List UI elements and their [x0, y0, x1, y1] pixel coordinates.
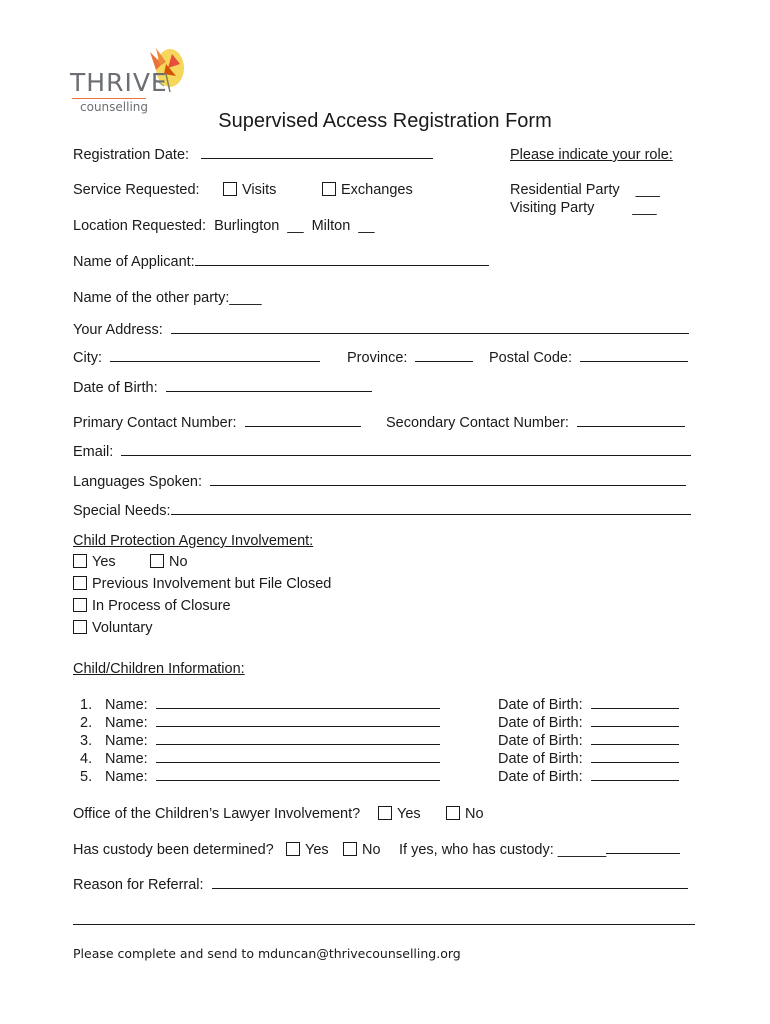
child-number: 2. — [80, 715, 93, 731]
cpa-previous — [73, 576, 331, 592]
child-row — [80, 751, 440, 767]
applicant-field[interactable] — [195, 265, 489, 266]
ocl-no-label: No — [465, 806, 484, 822]
primary-contact-row — [73, 415, 361, 431]
ocl-yes — [378, 806, 421, 822]
child-row — [80, 733, 440, 749]
cpa-voluntary-checkbox[interactable] — [73, 620, 87, 634]
service-label: Service Requested: — [73, 182, 200, 198]
custody-no — [343, 842, 381, 858]
custody-who-row — [399, 842, 680, 858]
city-row — [73, 350, 320, 366]
child-dob-label: Date of Birth: — [498, 733, 583, 749]
cpa-previous-label: Previous Involvement but File Closed — [92, 576, 332, 592]
city-field[interactable] — [110, 361, 320, 362]
logo — [70, 46, 200, 116]
other-party-row: Name of the other party:____ — [73, 290, 262, 306]
email-row — [73, 444, 691, 460]
child-name-label: Name: — [105, 733, 148, 749]
languages-label: Languages Spoken: — [73, 474, 202, 490]
cpa-heading: Child Protection Agency Involvement: — [73, 533, 314, 549]
cpa-no-label: No — [169, 554, 188, 570]
role-visiting — [510, 200, 657, 216]
child-dob-field[interactable] — [591, 762, 679, 763]
child-dob-field[interactable] — [591, 726, 679, 727]
child-dob-row — [498, 769, 679, 785]
address-field[interactable] — [171, 333, 689, 334]
custody-yes-label: Yes — [305, 842, 329, 858]
dob-label: Date of Birth: — [73, 380, 158, 396]
child-dob-row — [498, 751, 679, 767]
secondary-contact-row — [386, 415, 685, 431]
cpa-yes-label: Yes — [92, 554, 116, 570]
cpa-voluntary-label: Voluntary — [92, 620, 153, 636]
custody-no-checkbox[interactable] — [343, 842, 357, 856]
email-field[interactable] — [121, 455, 691, 456]
cpa-voluntary — [73, 620, 152, 636]
cpa-no — [150, 554, 188, 570]
footer-note: Please complete and send to mduncan@thrivecounselling.org — [73, 946, 461, 961]
referral-label: Reason for Referral: — [73, 877, 204, 893]
role-residential-field[interactable]: ___ — [635, 182, 660, 198]
address-row — [73, 322, 689, 338]
special-needs-row — [73, 503, 691, 519]
child-name-label: Name: — [105, 697, 148, 713]
logo-name: THRIVE — [70, 68, 168, 97]
custody-yes — [286, 842, 329, 858]
registration-date-label: Registration Date: — [73, 147, 190, 163]
child-row — [80, 697, 440, 713]
child-dob-row — [498, 697, 679, 713]
postal-label: Postal Code: — [489, 350, 573, 366]
child-row — [80, 715, 440, 731]
custody-label: Has custody been determined? — [73, 842, 274, 858]
ocl-label: Office of the Children’s Lawyer Involvement? — [73, 806, 361, 822]
child-number: 1. — [80, 697, 93, 713]
visits-checkbox[interactable] — [223, 182, 237, 196]
cpa-closure-label: In Process of Closure — [92, 598, 231, 614]
languages-row — [73, 474, 686, 490]
city-label: City: — [73, 350, 102, 366]
registration-date-field[interactable] — [201, 158, 433, 159]
primary-contact-label: Primary Contact Number: — [73, 415, 237, 431]
referral-field[interactable] — [212, 888, 688, 889]
child-dob-row — [498, 733, 679, 749]
cpa-no-checkbox[interactable] — [150, 554, 164, 568]
postal-field[interactable] — [580, 361, 688, 362]
child-name-field[interactable] — [156, 726, 440, 727]
child-dob-label: Date of Birth: — [498, 769, 583, 785]
service-exchanges — [322, 182, 413, 198]
role-visiting-label: Visiting Party — [510, 200, 595, 216]
children-heading: Child/Children Information: — [73, 661, 245, 677]
child-name-label: Name: — [105, 751, 148, 767]
child-name-field[interactable] — [156, 744, 440, 745]
child-dob-field[interactable] — [591, 708, 679, 709]
secondary-contact-label: Secondary Contact Number: — [386, 415, 569, 431]
exchanges-checkbox[interactable] — [322, 182, 336, 196]
cpa-closure-checkbox[interactable] — [73, 598, 87, 612]
ocl-no-checkbox[interactable] — [446, 806, 460, 820]
child-dob-label: Date of Birth: — [498, 715, 583, 731]
child-dob-label: Date of Birth: — [498, 751, 583, 767]
role-heading: Please indicate your role: — [510, 147, 673, 163]
child-dob-label: Date of Birth: — [498, 697, 583, 713]
cpa-yes-checkbox[interactable] — [73, 554, 87, 568]
child-name-field[interactable] — [156, 708, 440, 709]
child-number: 4. — [80, 751, 93, 767]
email-label: Email: — [73, 444, 114, 460]
address-label: Your Address: — [73, 322, 163, 338]
custody-yes-checkbox[interactable] — [286, 842, 300, 856]
child-dob-row — [498, 715, 679, 731]
dob-field[interactable] — [166, 391, 372, 392]
child-dob-field[interactable] — [591, 744, 679, 745]
ocl-yes-label: Yes — [397, 806, 421, 822]
province-field[interactable] — [415, 361, 473, 362]
languages-field[interactable] — [210, 485, 686, 486]
ocl-no — [446, 806, 484, 822]
dob-row — [73, 380, 372, 396]
province-row — [347, 350, 473, 366]
custody-who-label: If yes, who has custody: ______ — [399, 842, 607, 858]
child-row — [80, 769, 440, 785]
referral-row — [73, 877, 688, 893]
cpa-previous-checkbox[interactable] — [73, 576, 87, 590]
secondary-contact-field[interactable] — [577, 426, 685, 427]
ocl-row — [73, 806, 360, 822]
custody-who-field[interactable] — [606, 853, 680, 854]
child-dob-field[interactable] — [591, 780, 679, 781]
service-visits — [223, 182, 276, 198]
province-label: Province: — [347, 350, 408, 366]
applicant-label: Name of Applicant: — [73, 254, 195, 270]
service-row — [73, 182, 200, 198]
logo-divider — [72, 98, 146, 99]
ocl-yes-checkbox[interactable] — [378, 806, 392, 820]
custody-row — [73, 842, 274, 858]
special-needs-field[interactable] — [171, 514, 691, 515]
child-name-label: Name: — [105, 769, 148, 785]
child-name-label: Name: — [105, 715, 148, 731]
applicant-row — [73, 254, 489, 270]
custody-no-label: No — [362, 842, 381, 858]
exchanges-label: Exchanges — [341, 182, 413, 198]
child-number: 5. — [80, 769, 93, 785]
cpa-yes — [73, 554, 116, 570]
primary-contact-field[interactable] — [245, 426, 361, 427]
child-number: 3. — [80, 733, 93, 749]
visits-label: Visits — [242, 182, 277, 198]
postal-row — [489, 350, 688, 366]
child-name-field[interactable] — [156, 762, 440, 763]
special-needs-label: Special Needs: — [73, 503, 171, 519]
referral-field-extra-line[interactable] — [73, 924, 695, 925]
role-residential-label: Residential Party — [510, 182, 620, 198]
page-title: Supervised Access Registration Form — [218, 110, 552, 132]
cpa-closure — [73, 598, 231, 614]
location-row: Location Requested: Burlington __ Milton __ — [73, 218, 375, 234]
child-name-field[interactable] — [156, 780, 440, 781]
logo-tagline: counselling — [80, 100, 149, 114]
role-residential — [510, 182, 660, 198]
registration-date-row — [73, 147, 433, 163]
role-visiting-field[interactable]: ___ — [632, 200, 657, 216]
